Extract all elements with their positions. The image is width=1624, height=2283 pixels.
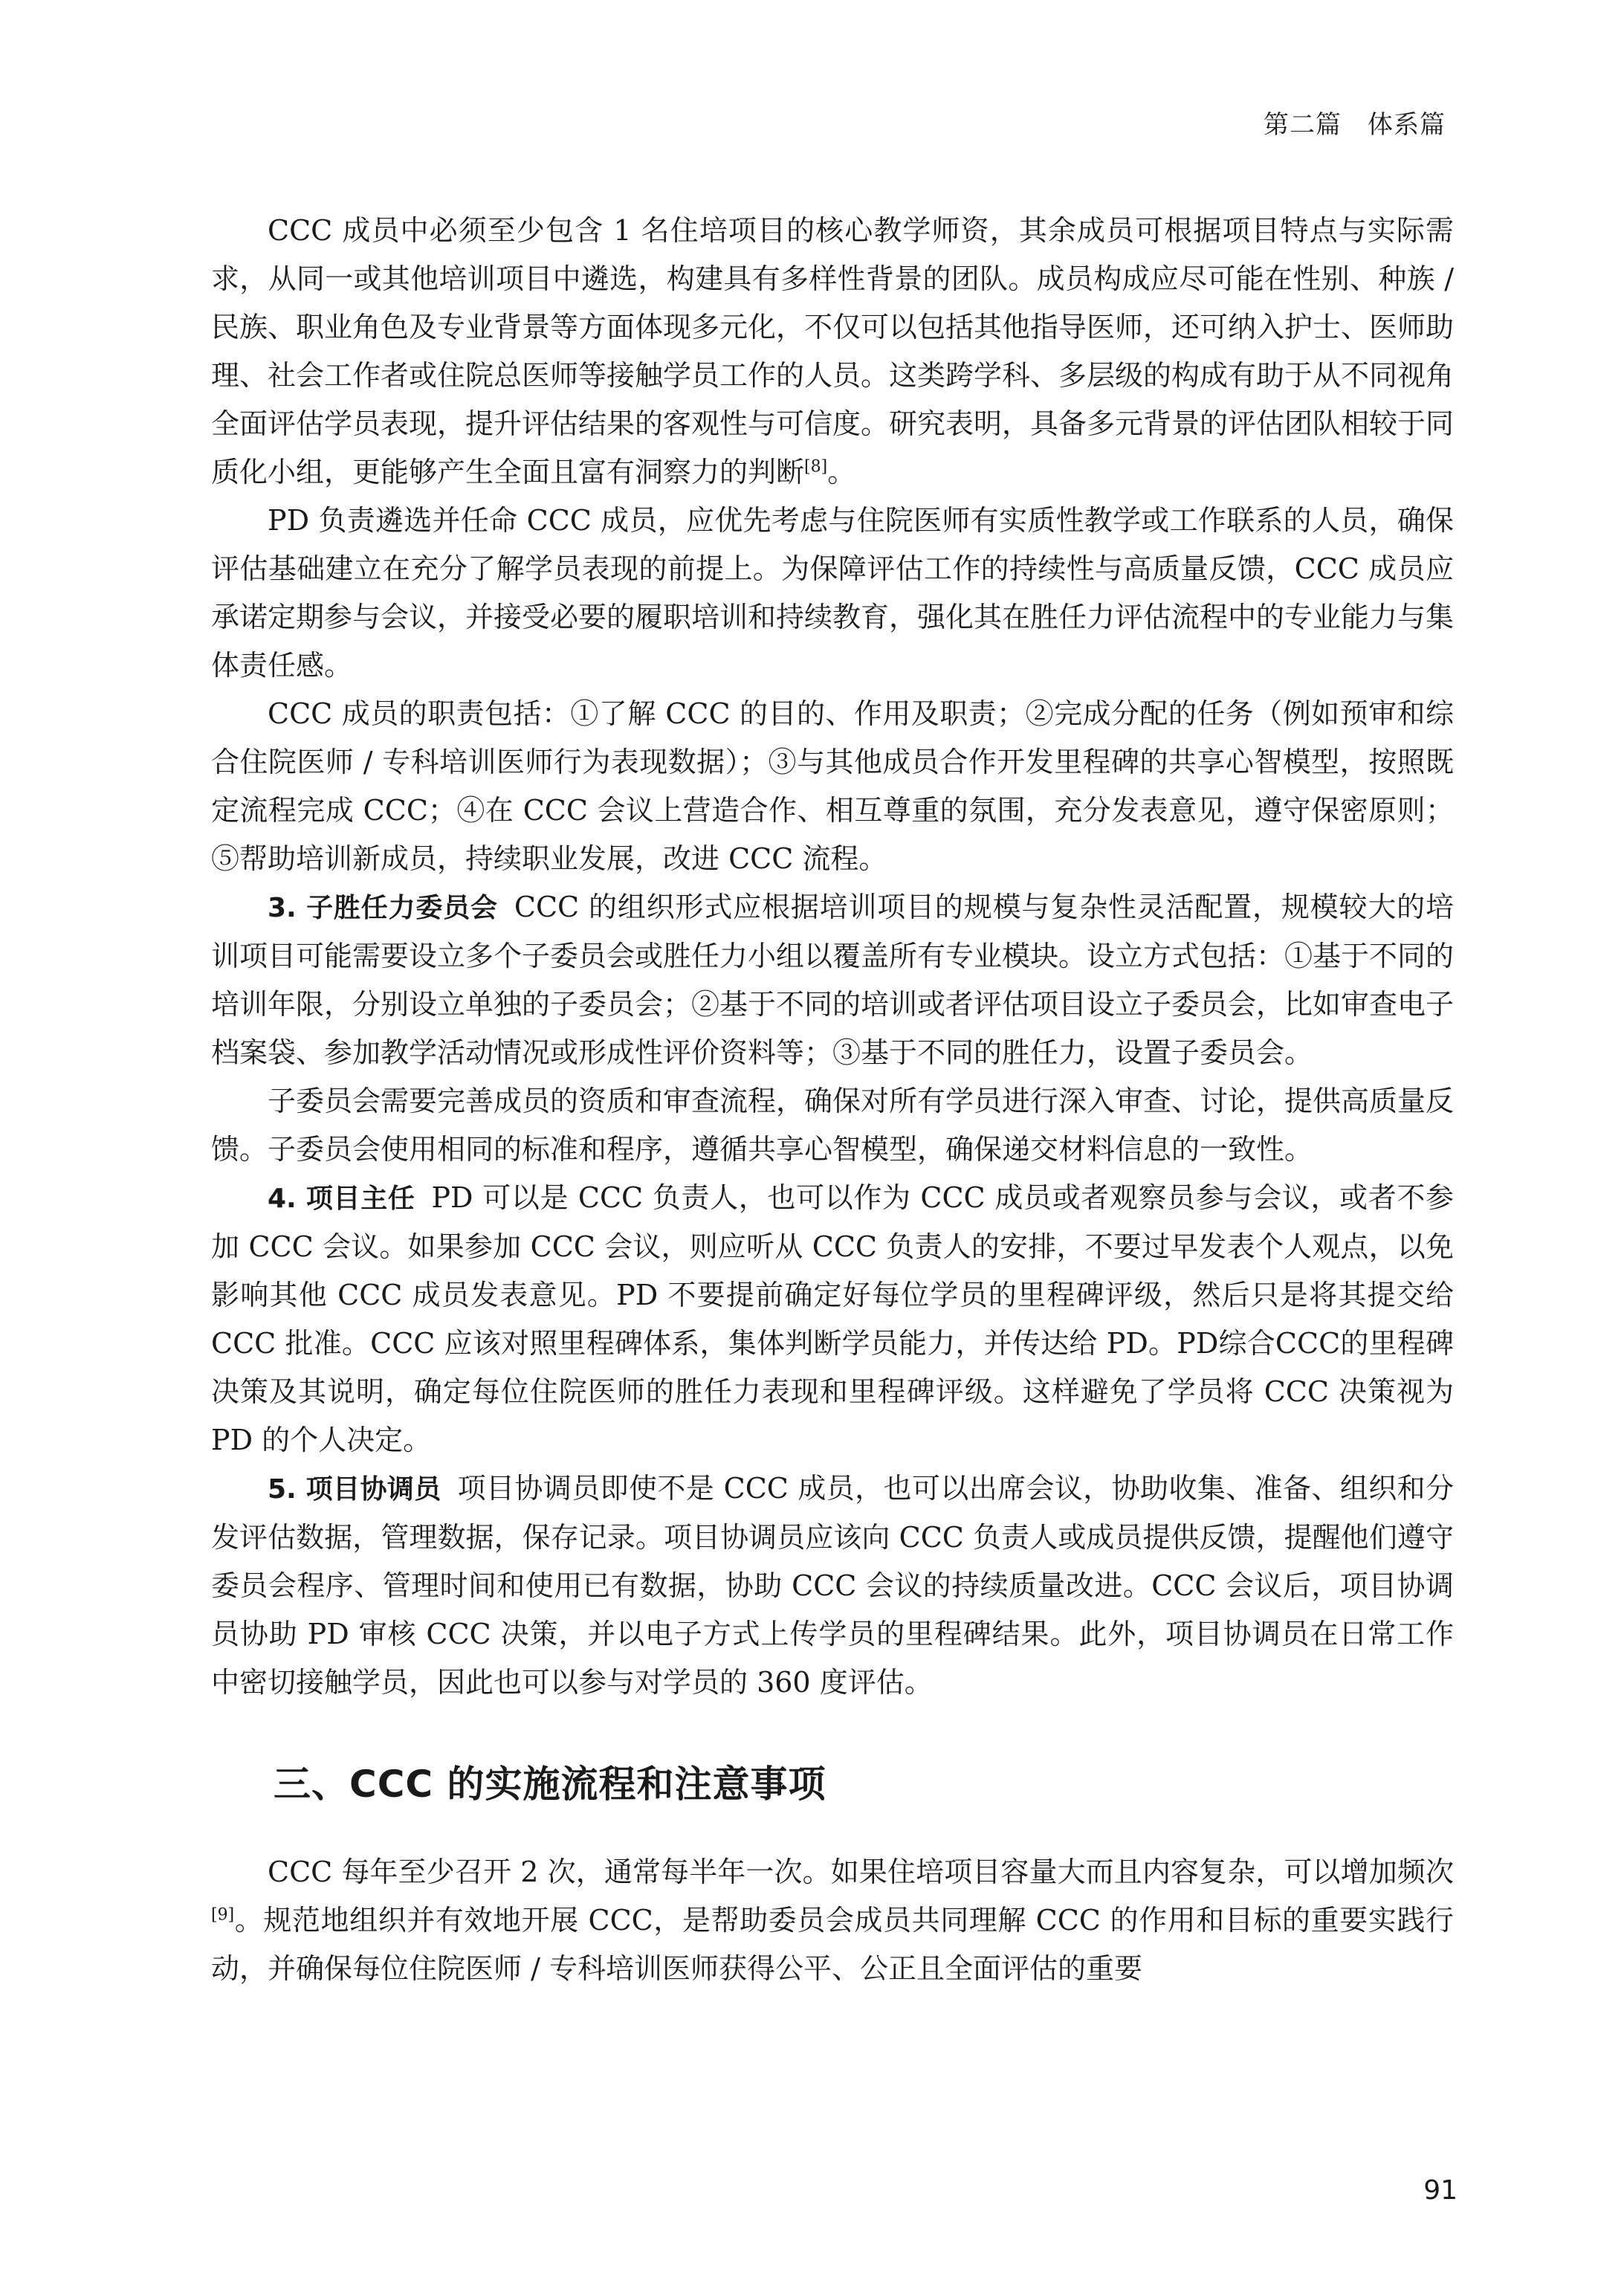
paragraph-text: CCC 每年至少召开 2 次，通常每半年一次。如果住培项目容量大而且内容复杂，可以增加频次 xyxy=(268,1856,1454,1888)
paragraph-subcommittee-process: 子委员会需要完善成员的资质和审查流程，确保对所有学员进行深入审查、讨论，提供高质量反馈。子委员会使用相同的标准和程序，遵循共享心智模型，确保递交材料信息的一致性。 xyxy=(211,1085,1455,1166)
paragraph-text: 。规范地组织并有效地开展 CCC，是帮助委员会成员共同理解 CCC 的作用和目标的重要实践行动，并确保每位住院医师 / 专科培训医师获得公平、公正且全面评估的重要 xyxy=(211,1904,1454,1985)
running-header: 第二篇 体系篇 xyxy=(1264,110,1446,140)
page-body xyxy=(211,207,1454,1993)
section-title: 三、CCC 的实施流程和注意事项 xyxy=(274,1763,826,1806)
paragraph-text: 项目协调员即使不是 CCC 成员，也可以出席会议，协助收集、准备、组织和分发评估数据，管理数据，保存记录。项目协调员应该向 CCC 负责人或成员提供反馈，提醒他们遵守委员会程序、管理时间和使用已有数据，协助 CCC 会议的持续质量改进。CCC 会议后，项目协调员协助 PD 审核 CCC 决策，并以电子方式上传学员的里程碑结果。此外，项目协调员在日常工作中密切接触学员，因此也可以参与对学员的 360 度评估。 xyxy=(211,1472,1454,1699)
subheading-program-director: 4. 项目主任 xyxy=(268,1184,415,1214)
paragraph-program-director xyxy=(211,1174,1454,1465)
paragraph-text: PD 可以是 CCC 负责人，也可以作为 CCC 成员或者观察员参与会议，或者不参加 CCC 会议。如果参加 CCC 会议，则应听从 CCC 负责人的安排，不要过早发表个人观点，以免影响其他 CCC 成员发表意见。PD 不要提前确定好每位学员的里程碑评级，然后只是将其提交给 CCC 批准。CCC 应该对照里程碑体系，集体判断学员能力，并传达给 PD。PD综合CCC的里程碑决策及其说明，确定每位住院医师的胜任力表现和里程碑评级。这样避免了学员将 CCC 决策视为 PD 的个人决定。 xyxy=(211,1181,1454,1456)
paragraph-text: CCC 的组织形式应根据培训项目的规模与复杂性灵活配置，规模较大的培训项目可能需要设立多个子委员会或胜任力小组以覆盖所有专业模块。设立方式包括：①基于不同的培训年限，分别设立单独的子委员会；②基于不同的培训或者评估项目设立子委员会，比如审查电子档案袋、参加教学活动情况或形成性评价资料等；③基于不同的胜任力，设置子委员会。 xyxy=(211,891,1455,1069)
paragraph-text: CCC 成员中必须至少包含 1 名住培项目的核心教学师资，其余成员可根据项目特点与实际需求，从同一或其他培训项目中遴选，构建具有多样性背景的团队。成员构成应尽可能在性别、种族 / 民族、职业角色及专业背景等方面体现多元化，不仅可以包括其他指导医师，还可纳入护士、医师助理、社会工作者或住院总医师等接触学员工作的人员。这类跨学科、多层级的构成有助于从不同视角全面评估学员表现，提升评估结果的客观性与可信度。研究表明，具备多元背景的评估团队相较于同质化小组，更能够产生全面且富有洞察力的判断 xyxy=(211,214,1455,488)
paragraph-member-duties: CCC 成员的职责包括：①了解 CCC 的目的、作用及职责；②完成分配的任务（例如预审和综合住院医师 / 专科培训医师行为表现数据）；③与其他成员合作开发里程碑的共享心智模型，按照既定流程完成 CCC；④在 CCC 会议上营造合作、相互尊重的氛围，充分发表意见，遵守保密原则；⑤帮助培训新成员，持续职业发展，改进 CCC 流程。 xyxy=(211,697,1454,875)
paragraph-program-coordinator xyxy=(211,1465,1454,1707)
subheading-subcommittee: 3. 子胜任力委员会 xyxy=(268,893,498,923)
paragraph-meeting-frequency xyxy=(211,1848,1454,1993)
page-number: 91 xyxy=(1423,2175,1458,2206)
paragraph-ccc-composition xyxy=(211,207,1454,497)
subheading-program-coordinator: 5. 项目协调员 xyxy=(268,1474,441,1505)
paragraph-pd-appointment: PD 负责遴选并任命 CCC 成员，应优先考虑与住院医师有实质性教学或工作联系的人员，确保评估基础建立在充分了解学员表现的前提上。为保障评估工作的持续性与高质量反馈，CCC 成员应承诺定期参与会议，并接受必要的履职培训和持续教育，强化其在胜任力评估流程中的专业能力与集体责任感。 xyxy=(211,504,1455,682)
paragraph-end: 。 xyxy=(827,456,856,488)
paragraph-subcommittee xyxy=(211,883,1454,1077)
reference-citation: [8] xyxy=(804,457,828,477)
reference-citation: [9] xyxy=(211,1905,235,1925)
